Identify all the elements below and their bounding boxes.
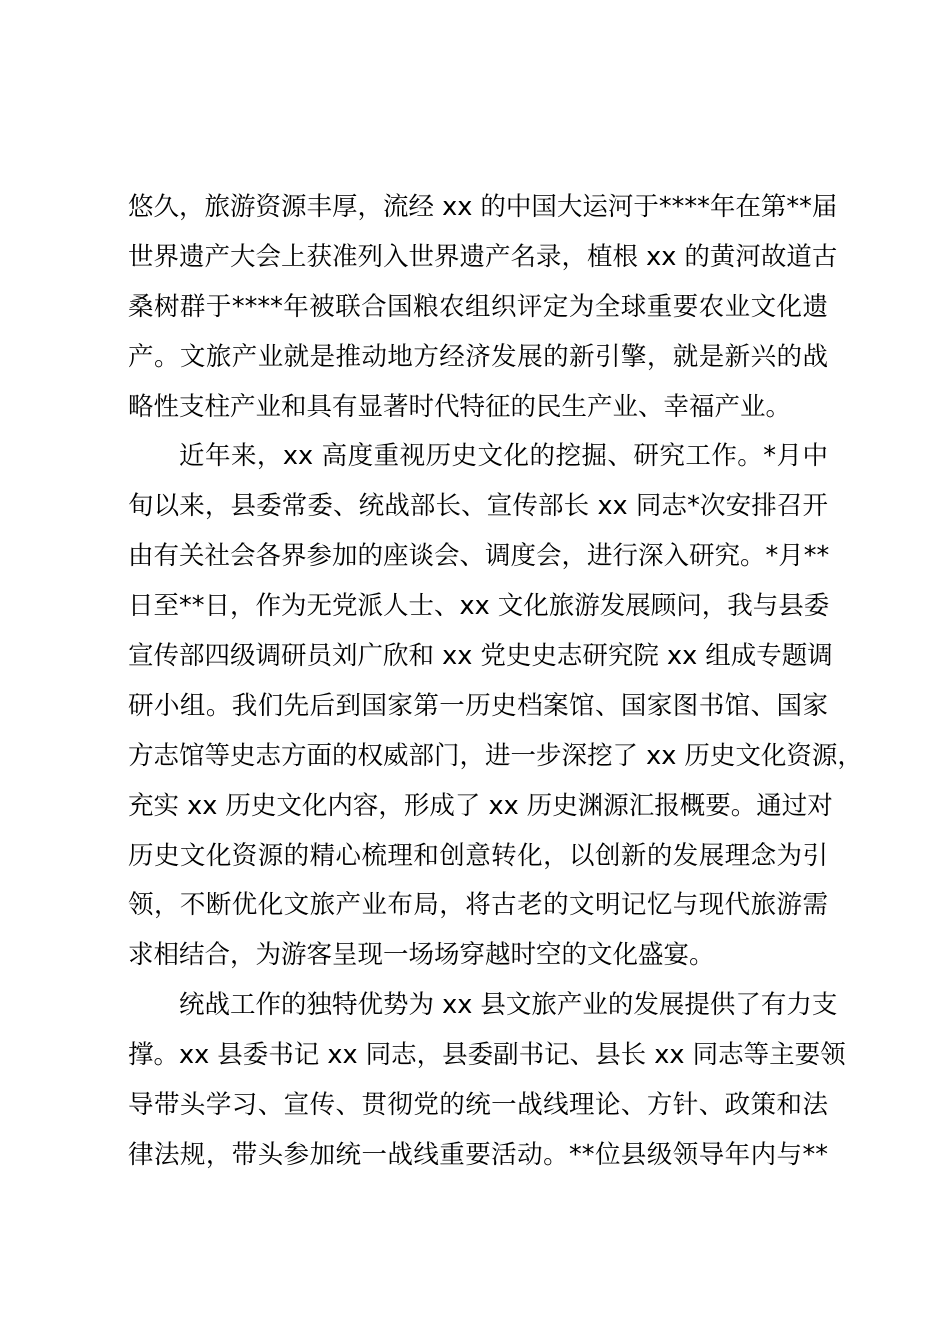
paragraph-line: 方志馆等史志方面的权威部门，进一步深挖了 xx 历史文化资源， <box>128 740 863 771</box>
paragraph-line: 律法规，带头参加统一战线重要活动。**位县级领导年内与** <box>128 1139 828 1170</box>
paragraph-1 <box>128 183 838 432</box>
paragraph-line: 充实 xx 历史文化内容，形成了 xx 历史渊源汇报概要。通过对 <box>128 790 833 821</box>
paragraph-3 <box>128 981 846 1181</box>
paragraph-line: 导带头学习、宣传、贯彻党的统一战线理论、方针、政策和法 <box>128 1090 828 1121</box>
paragraph-line: 领，不断优化文旅产业布局，将古老的文明记忆与现代旅游需 <box>128 890 828 921</box>
paragraph-line: 撑。xx 县委书记 xx 同志，县委副书记、县长 xx 同志等主要领 <box>128 1040 846 1071</box>
paragraph-2 <box>128 432 863 981</box>
paragraph-line: 略性支柱产业和具有显著时代特征的民生产业、幸福产业。 <box>128 391 792 422</box>
paragraph-line: 求相结合，为游客呈现一场场穿越时空的文化盛宴。 <box>128 940 715 971</box>
paragraph-line: 由有关社会各界参加的座谈会、调度会，进行深入研究。*月** <box>128 541 830 572</box>
paragraph-line: 桑树群于****年被联合国粮农组织评定为全球重要农业文化遗 <box>128 291 828 322</box>
paragraph-line: 世界遗产大会上获准列入世界遗产名录，植根 xx 的黄河故道古 <box>128 241 838 272</box>
paragraph-line: 统战工作的独特优势为 xx 县文旅产业的发展提供了有力支 <box>179 990 838 1021</box>
paragraph-line: 近年来，xx 高度重视历史文化的挖掘、研究工作。*月中 <box>179 441 828 472</box>
paragraph-line: 日至**日，作为无党派人士、xx 文化旅游发展顾问，我与县委 <box>128 591 830 622</box>
paragraph-line: 悠久，旅游资源丰厚，流经 xx 的中国大运河于****年在第**届 <box>128 192 838 222</box>
paragraph-line: 历史文化资源的精心梳理和创意转化，以创新的发展理念为引 <box>128 840 828 871</box>
paragraph-line: 产。文旅产业就是推动地方经济发展的新引擎，就是新兴的战 <box>128 341 828 372</box>
paragraph-line: 宣传部四级调研员刘广欣和 xx 党史史志研究院 xx 组成专题调 <box>128 641 833 672</box>
paragraph-line: 旬以来，县委常委、统战部长、宣传部长 xx 同志*次安排召开 <box>128 491 828 522</box>
paragraph-line: 研小组。我们先后到国家第一历史档案馆、国家图书馆、国家 <box>128 690 828 721</box>
document-body <box>128 183 863 1181</box>
